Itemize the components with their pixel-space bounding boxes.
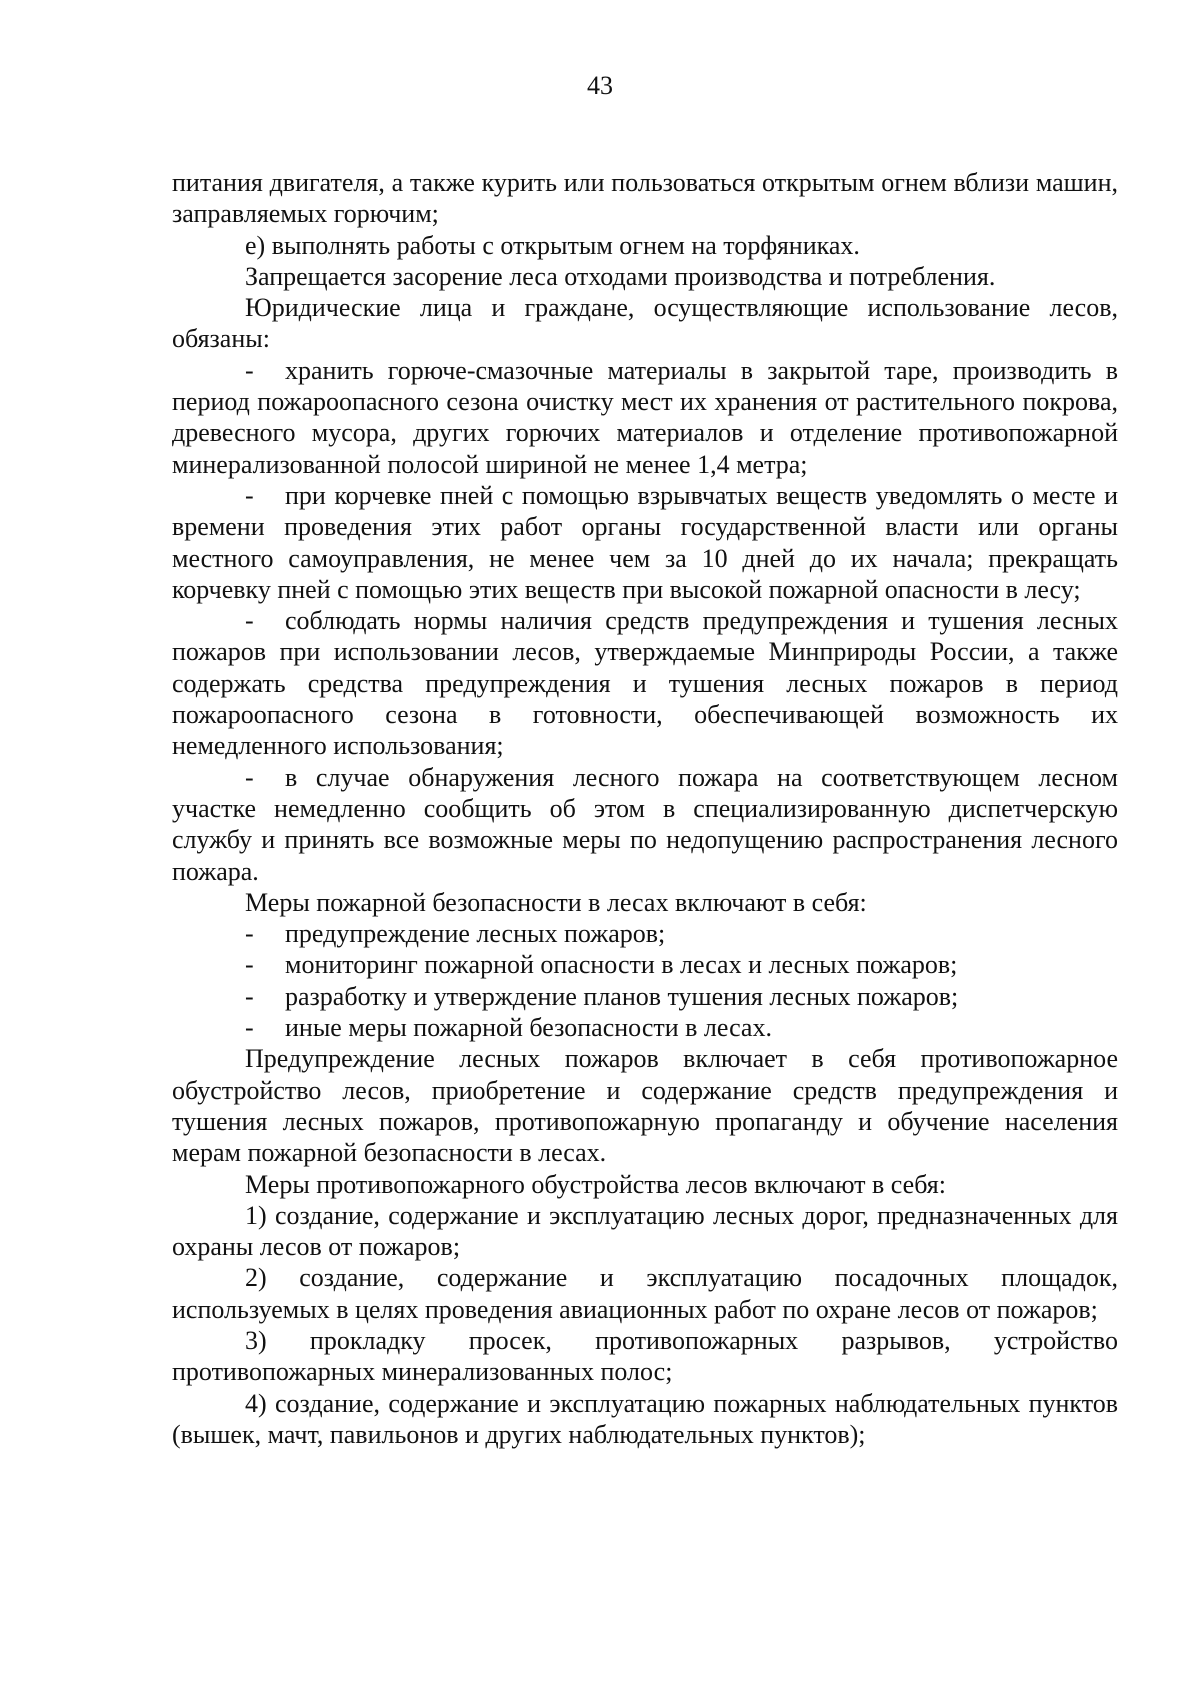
dash-marker: - (245, 950, 254, 980)
paragraph-obligations-intro: Юридические лица и граждане, осуществляющие использование лесов, обязаны: (172, 293, 1118, 354)
obligation-text: хранить горюче-смазочные материалы в закрытой таре, производить в период пожароопасного сезона очистку мест их хранения от растительного покрова, древесного мусора, других горючих материалов и отделение противопожарной минерализованной полосой шириной не менее 1,4 метра; (172, 355, 1118, 479)
document-body (172, 167, 1118, 1450)
paragraph-arrangement-intro: Меры противопожарного обустройства лесов включают в себя: (245, 1169, 946, 1199)
dash-marker: - (245, 1013, 254, 1043)
paragraph-prevention: Предупреждение лесных пожаров включает в себя противопожарное обустройство лесов, приобретение и содержание средств предупреждения и тушения лесных пожаров, противопожарную пропаганду и обучение населения мерам пожарной безопасности в лесах. (172, 1044, 1118, 1168)
numbered-item: 4) создание, содержание и эксплуатацию пожарных наблюдательных пунктов (вышек, мачт, павильонов и других наблюдательных пунктов); (172, 1388, 1118, 1449)
measure-text: мониторинг пожарной опасности в лесах и лесных пожаров; (285, 950, 958, 980)
measure-text: иные меры пожарной безопасности в лесах. (285, 1013, 772, 1043)
obligation-item (172, 762, 1118, 887)
obligation-item (172, 355, 1118, 480)
obligation-text: соблюдать нормы наличия средств предупреждения и тушения лесных пожаров при использовании лесов, утверждаемые Минприроды России, а также содержать средства предупреждения и тушения лесных пожаров в период пожароопасного сезона в готовности, обеспечивающей возможность их немедленного использования; (172, 606, 1118, 761)
dash-marker: - (245, 606, 254, 636)
obligation-text: при корчевке пней с помощью взрывчатых веществ уведомлять о месте и времени проведения этих работ органы государственной власти или органы местного самоуправления, не менее чем за 10 дней до их начала; прекращать корчевку пней с помощью этих веществ при высокой пожарной опасности в лесу; (172, 480, 1118, 604)
numbered-item: 3) прокладку просек, противопожарных разрывов, устройство противопожарных минерализованных полос; (172, 1325, 1118, 1387)
numbered-item: 2) создание, содержание и эксплуатацию посадочных площадок, используемых в целях проведения авиационных работ по охране лесов от пожаров; (172, 1263, 1118, 1324)
paragraph-continuation: питания двигателя, а также курить или пользоваться открытым огнем вблизи машин, заправляемых горючим; (172, 168, 1118, 229)
list-item (245, 949, 1118, 980)
paragraph-prohibition: Запрещается засорение леса отходами производства и потребления. (245, 261, 996, 291)
page-number: 43 (587, 71, 613, 100)
dash-marker: - (245, 919, 254, 949)
paragraph-measures-intro: Меры пожарной безопасности в лесах включают в себя: (245, 887, 867, 917)
numbered-item: 1) создание, содержание и эксплуатацию лесных дорог, предназначенных для охраны лесов от пожаров; (172, 1200, 1118, 1262)
obligation-item (172, 480, 1118, 605)
list-item (245, 1012, 1118, 1043)
obligation-item (172, 605, 1118, 761)
dash-marker: - (245, 981, 254, 1011)
measure-text: разработку и утверждение планов тушения лесных пожаров; (285, 981, 959, 1011)
list-item (245, 981, 1118, 1012)
paragraph-item-e: е) выполнять работы с открытым огнем на торфяниках. (245, 230, 860, 260)
measures-list (172, 918, 1118, 1043)
obligation-text: в случае обнаружения лесного пожара на соответствующем лесном участке немедленно сообщить об этом в специализированную диспетчерскую службу и принять все возможные меры по недопущению распространения лесного пожара. (172, 762, 1118, 886)
measure-text: предупреждение лесных пожаров; (285, 919, 666, 949)
dash-marker: - (245, 480, 254, 510)
dash-marker: - (245, 355, 254, 385)
list-item (245, 918, 1118, 949)
dash-marker: - (245, 762, 254, 792)
